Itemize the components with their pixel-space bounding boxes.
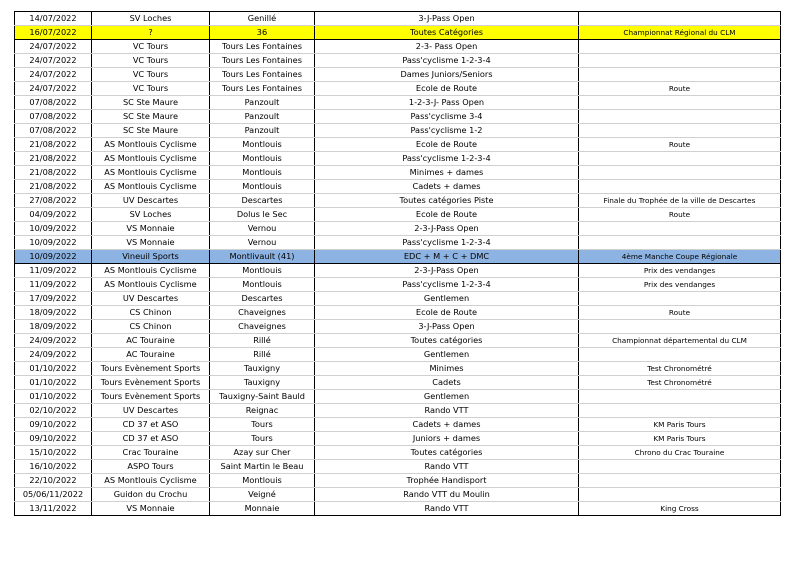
event-note: Championnat Régional du CLM: [579, 26, 781, 40]
event-note: [579, 68, 781, 82]
event-date: 24/09/2022: [15, 348, 92, 362]
organizing-club: AS Montlouis Cyclisme: [92, 180, 210, 194]
table-row: [15, 278, 781, 292]
race-category: Trophée Handisport: [315, 474, 579, 488]
event-note: [579, 460, 781, 474]
event-date: 18/09/2022: [15, 320, 92, 334]
event-location: Descartes: [210, 292, 315, 306]
event-note: [579, 320, 781, 334]
event-date: 24/07/2022: [15, 54, 92, 68]
event-note: [579, 390, 781, 404]
organizing-club: ?: [92, 26, 210, 40]
organizing-club: VC Tours: [92, 54, 210, 68]
event-location: Tours Les Fontaines: [210, 68, 315, 82]
event-date: 16/07/2022: [15, 26, 92, 40]
event-location: Montlouis: [210, 166, 315, 180]
event-date: 17/09/2022: [15, 292, 92, 306]
table-row: [15, 166, 781, 180]
table-row: [15, 292, 781, 306]
organizing-club: Guidon du Crochu: [92, 488, 210, 502]
organizing-club: SV Loches: [92, 208, 210, 222]
table-row: [15, 138, 781, 152]
organizing-club: AS Montlouis Cyclisme: [92, 166, 210, 180]
event-note: Prix des vendanges: [579, 278, 781, 292]
event-location: Azay sur Cher: [210, 446, 315, 460]
event-location: Tauxigny: [210, 362, 315, 376]
table-row: [15, 152, 781, 166]
table-row: [15, 446, 781, 460]
event-note: Championnat départemental du CLM: [579, 334, 781, 348]
event-location: Tauxigny: [210, 376, 315, 390]
race-category: Cadets + dames: [315, 418, 579, 432]
event-location: Tours Les Fontaines: [210, 40, 315, 54]
organizing-club: VS Monnaie: [92, 222, 210, 236]
race-category: Gentlemen: [315, 348, 579, 362]
event-note: KM Paris Tours: [579, 432, 781, 446]
table-row: [15, 82, 781, 96]
race-category: Cadets + dames: [315, 180, 579, 194]
event-date: 07/08/2022: [15, 110, 92, 124]
race-schedule-table: [14, 11, 781, 516]
event-date: 24/07/2022: [15, 68, 92, 82]
organizing-club: AS Montlouis Cyclisme: [92, 152, 210, 166]
event-note: [579, 96, 781, 110]
table-row: [15, 502, 781, 516]
event-location: Montlivault (41): [210, 250, 315, 264]
event-location: Montlouis: [210, 278, 315, 292]
event-location: Montlouis: [210, 180, 315, 194]
table-row: [15, 96, 781, 110]
event-date: 07/08/2022: [15, 124, 92, 138]
organizing-club: UV Descartes: [92, 292, 210, 306]
event-note: [579, 488, 781, 502]
organizing-club: SC Ste Maure: [92, 110, 210, 124]
table-row: [15, 488, 781, 502]
race-category: Gentlemen: [315, 390, 579, 404]
race-category: 2-3-J-Pass Open: [315, 222, 579, 236]
race-category: Toutes catégories: [315, 334, 579, 348]
event-date: 05/06/11/2022: [15, 488, 92, 502]
organizing-club: UV Descartes: [92, 404, 210, 418]
race-category: Juniors + dames: [315, 432, 579, 446]
event-date: 24/07/2022: [15, 40, 92, 54]
organizing-club: Tours Evènement Sports: [92, 390, 210, 404]
organizing-club: VC Tours: [92, 82, 210, 96]
event-date: 10/09/2022: [15, 222, 92, 236]
event-date: 21/08/2022: [15, 166, 92, 180]
event-location: Vernou: [210, 222, 315, 236]
event-location: Tours Les Fontaines: [210, 82, 315, 96]
table-row: [15, 180, 781, 194]
event-location: Panzoult: [210, 110, 315, 124]
table-row: [15, 236, 781, 250]
event-location: Montlouis: [210, 264, 315, 278]
race-category: Cadets: [315, 376, 579, 390]
event-note: [579, 124, 781, 138]
event-location: Montlouis: [210, 474, 315, 488]
event-note: [579, 152, 781, 166]
event-location: Rillé: [210, 348, 315, 362]
organizing-club: Vineuil Sports: [92, 250, 210, 264]
table-row: [15, 306, 781, 320]
organizing-club: AS Montlouis Cyclisme: [92, 264, 210, 278]
organizing-club: SC Ste Maure: [92, 124, 210, 138]
race-category: 1-2-3-J- Pass Open: [315, 96, 579, 110]
event-note: Route: [579, 306, 781, 320]
organizing-club: CD 37 et ASO: [92, 432, 210, 446]
event-location: Panzoult: [210, 96, 315, 110]
table-row: [15, 208, 781, 222]
organizing-club: ASPO Tours: [92, 460, 210, 474]
event-note: Route: [579, 138, 781, 152]
race-category: EDC + M + C + DMC: [315, 250, 579, 264]
event-date: 18/09/2022: [15, 306, 92, 320]
race-category: Ecole de Route: [315, 306, 579, 320]
table-row: [15, 460, 781, 474]
race-category: 2-3-J-Pass Open: [315, 264, 579, 278]
event-note: [579, 40, 781, 54]
event-note: [579, 474, 781, 488]
event-date: 21/08/2022: [15, 138, 92, 152]
event-date: 09/10/2022: [15, 418, 92, 432]
event-location: Dolus le Sec: [210, 208, 315, 222]
event-location: Montlouis: [210, 138, 315, 152]
race-category: Pass'cyclisme 3-4: [315, 110, 579, 124]
table-row: [15, 334, 781, 348]
event-location: Tours: [210, 432, 315, 446]
organizing-club: SC Ste Maure: [92, 96, 210, 110]
race-category: Pass'cyclisme 1-2-3-4: [315, 152, 579, 166]
race-category: Toutes catégories: [315, 446, 579, 460]
race-category: Ecole de Route: [315, 138, 579, 152]
table-row: [15, 404, 781, 418]
race-category: Pass'cyclisme 1-2-3-4: [315, 278, 579, 292]
event-note: [579, 348, 781, 362]
table-row: [15, 418, 781, 432]
event-date: 02/10/2022: [15, 404, 92, 418]
event-date: 01/10/2022: [15, 362, 92, 376]
event-note: [579, 222, 781, 236]
table-row: [15, 362, 781, 376]
event-note: [579, 166, 781, 180]
event-date: 09/10/2022: [15, 432, 92, 446]
event-note: Route: [579, 82, 781, 96]
event-note: Route: [579, 208, 781, 222]
event-note: Test Chronométré: [579, 362, 781, 376]
event-location: Montlouis: [210, 152, 315, 166]
race-category: Pass'cyclisme 1-2-3-4: [315, 236, 579, 250]
organizing-club: Crac Touraine: [92, 446, 210, 460]
event-date: 11/09/2022: [15, 278, 92, 292]
event-note: [579, 292, 781, 306]
organizing-club: UV Descartes: [92, 194, 210, 208]
race-category: Rando VTT du Moulin: [315, 488, 579, 502]
event-note: [579, 110, 781, 124]
organizing-club: Tours Evènement Sports: [92, 376, 210, 390]
event-date: 01/10/2022: [15, 390, 92, 404]
organizing-club: AC Touraine: [92, 348, 210, 362]
event-location: Tours: [210, 418, 315, 432]
race-category: Pass'cyclisme 1-2: [315, 124, 579, 138]
event-location: Tours Les Fontaines: [210, 54, 315, 68]
event-location: Monnaie: [210, 502, 315, 516]
organizing-club: AS Montlouis Cyclisme: [92, 278, 210, 292]
event-note: Test Chronométré: [579, 376, 781, 390]
race-category: 3-J-Pass Open: [315, 12, 579, 26]
race-category: Rando VTT: [315, 404, 579, 418]
race-category: Minimes + dames: [315, 166, 579, 180]
event-note: KM Paris Tours: [579, 418, 781, 432]
organizing-club: SV Loches: [92, 12, 210, 26]
event-location: 36: [210, 26, 315, 40]
event-date: 21/08/2022: [15, 180, 92, 194]
event-note: [579, 180, 781, 194]
race-category: Minimes: [315, 362, 579, 376]
event-note: Finale du Trophée de la ville de Descartes: [579, 194, 781, 208]
event-date: 04/09/2022: [15, 208, 92, 222]
organizing-club: VC Tours: [92, 68, 210, 82]
organizing-club: CS Chinon: [92, 306, 210, 320]
event-note: [579, 404, 781, 418]
event-date: 22/10/2022: [15, 474, 92, 488]
event-location: Veigné: [210, 488, 315, 502]
race-category: 3-J-Pass Open: [315, 320, 579, 334]
event-location: Saint Martin le Beau: [210, 460, 315, 474]
table-row: [15, 222, 781, 236]
event-date: 24/09/2022: [15, 334, 92, 348]
event-note: Chrono du Crac Touraine: [579, 446, 781, 460]
race-category: Rando VTT: [315, 460, 579, 474]
organizing-club: VC Tours: [92, 40, 210, 54]
event-location: Vernou: [210, 236, 315, 250]
event-location: Panzoult: [210, 124, 315, 138]
event-date: 01/10/2022: [15, 376, 92, 390]
event-date: 15/10/2022: [15, 446, 92, 460]
table-row: [15, 320, 781, 334]
event-date: 11/09/2022: [15, 264, 92, 278]
event-location: Rillé: [210, 334, 315, 348]
schedule-body: [15, 12, 781, 516]
event-date: 24/07/2022: [15, 82, 92, 96]
table-row: [15, 124, 781, 138]
table-row: [15, 54, 781, 68]
event-note: King Cross: [579, 502, 781, 516]
race-category: Ecole de Route: [315, 208, 579, 222]
event-location: Chaveignes: [210, 320, 315, 334]
race-category: 2-3- Pass Open: [315, 40, 579, 54]
table-row: [15, 68, 781, 82]
organizing-club: VS Monnaie: [92, 236, 210, 250]
organizing-club: AS Montlouis Cyclisme: [92, 138, 210, 152]
organizing-club: CD 37 et ASO: [92, 418, 210, 432]
event-location: Descartes: [210, 194, 315, 208]
race-category: Gentlemen: [315, 292, 579, 306]
table-row: [15, 194, 781, 208]
event-date: 16/10/2022: [15, 460, 92, 474]
event-note: 4ème Manche Coupe Régionale: [579, 250, 781, 264]
race-category: Rando VTT: [315, 502, 579, 516]
organizing-club: VS Monnaie: [92, 502, 210, 516]
race-category: Pass'cyclisme 1-2-3-4: [315, 54, 579, 68]
event-note: Prix des vendanges: [579, 264, 781, 278]
event-location: Chaveignes: [210, 306, 315, 320]
table-row: [15, 40, 781, 54]
event-date: 21/08/2022: [15, 152, 92, 166]
event-date: 10/09/2022: [15, 250, 92, 264]
event-note: [579, 12, 781, 26]
organizing-club: AS Montlouis Cyclisme: [92, 474, 210, 488]
table-row: [15, 26, 781, 40]
table-row: [15, 250, 781, 264]
race-category: Ecole de Route: [315, 82, 579, 96]
event-location: Tauxigny-Saint Bauld: [210, 390, 315, 404]
organizing-club: CS Chinon: [92, 320, 210, 334]
table-row: [15, 348, 781, 362]
table-row: [15, 376, 781, 390]
event-date: 27/08/2022: [15, 194, 92, 208]
race-category: Toutes catégories Piste: [315, 194, 579, 208]
organizing-club: Tours Evènement Sports: [92, 362, 210, 376]
race-category: Dames Juniors/Seniors: [315, 68, 579, 82]
event-note: [579, 236, 781, 250]
race-category: Toutes Catégories: [315, 26, 579, 40]
table-row: [15, 390, 781, 404]
event-date: 13/11/2022: [15, 502, 92, 516]
event-note: [579, 54, 781, 68]
table-row: [15, 110, 781, 124]
event-date: 14/07/2022: [15, 12, 92, 26]
table-row: [15, 432, 781, 446]
table-row: [15, 264, 781, 278]
event-date: 07/08/2022: [15, 96, 92, 110]
event-location: Reignac: [210, 404, 315, 418]
table-row: [15, 474, 781, 488]
organizing-club: AC Touraine: [92, 334, 210, 348]
event-date: 10/09/2022: [15, 236, 92, 250]
table-row: [15, 12, 781, 26]
event-location: Genillé: [210, 12, 315, 26]
